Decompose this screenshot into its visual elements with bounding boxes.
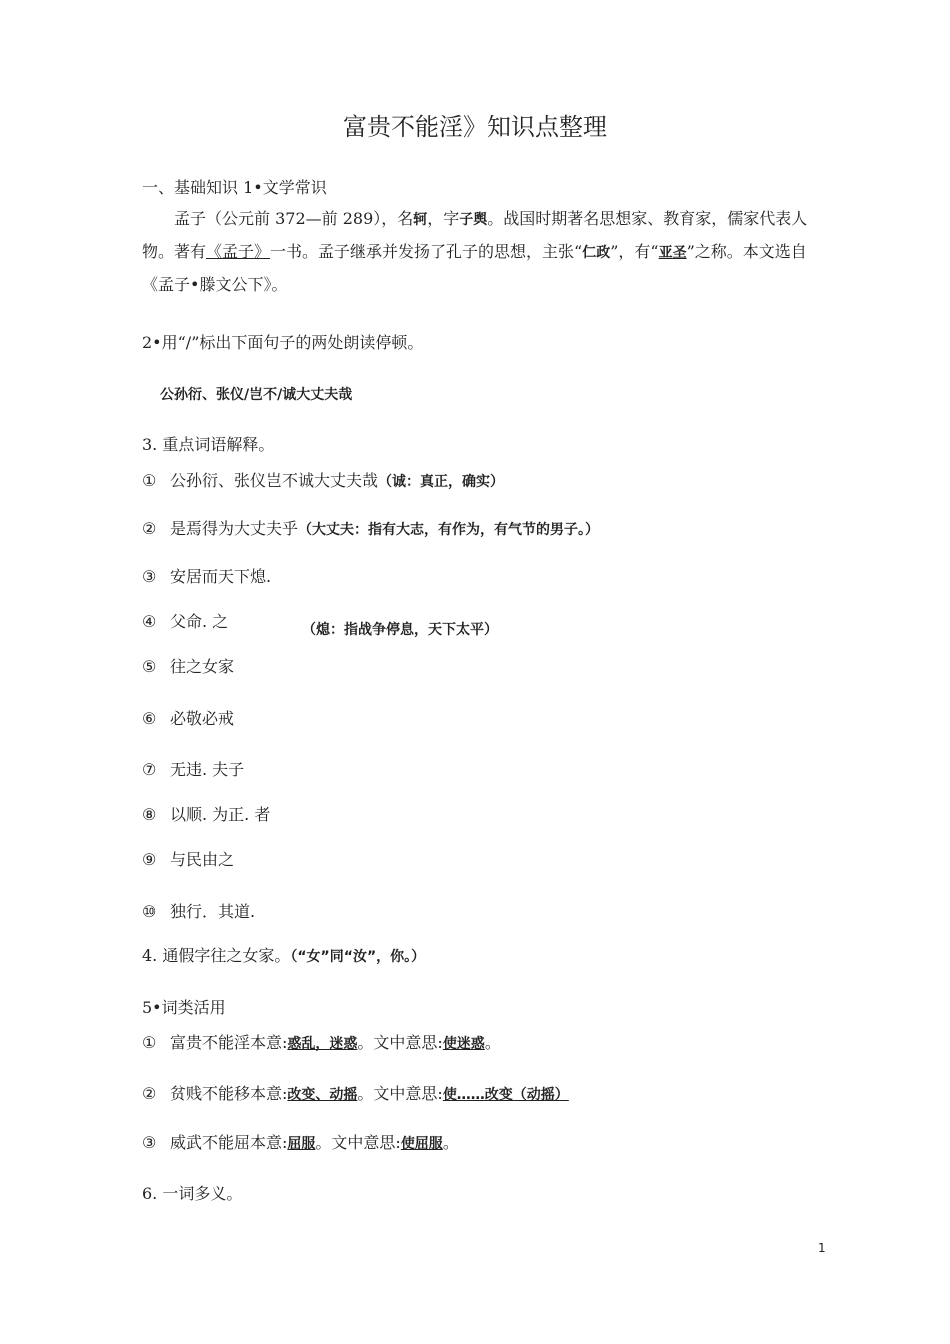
section-word-usage-heading: 5•词类活用 xyxy=(142,998,226,1017)
section-vocab-heading: 3. 重点词语解释。 xyxy=(142,435,275,454)
vocab-floating-note: （熄：指战争停息，天下太平） xyxy=(302,622,498,638)
section-basic-knowledge: 一、基础知识 1•文学常识 xyxy=(142,178,327,197)
section-pause-heading: 2•用“/”标出下面句子的两处朗读停顿。 xyxy=(142,333,424,352)
vocab-item: ④ 父命. 之 xyxy=(142,612,229,631)
vocab-item: ⑧ 以顺. 为正. 者 xyxy=(142,805,271,824)
usage-item: ③ 威武不能屈本意:屈服。文中意思:使屈服。 xyxy=(142,1133,459,1152)
usage-item: ① 富贵不能淫本意:惑乱，迷惑。文中意思:使迷惑。 xyxy=(142,1033,501,1052)
vocab-item: ⑩ 独行．其道. xyxy=(142,902,256,921)
section-tongjia: 4. 通假字往之女家。（“女”同“汝”，你。） xyxy=(142,946,426,965)
page-number: 1 xyxy=(818,1241,826,1255)
section-polysemy-heading: 6. 一词多义。 xyxy=(142,1184,243,1203)
author-biography: 孟子（公元前 372—前 289），名轲，字子舆。战国时期著名思想家、教育家，儒家代表人物。著有《孟子》一书。孟子继承并发扬了孔子的思想，主张“仁政”，有“亚圣”之称。本文选自《孟子•滕文公下》。 xyxy=(142,209,808,294)
vocab-item: ③ 安居而天下熄. xyxy=(142,567,272,586)
vocab-item: ⑦ 无违. 夫子 xyxy=(142,760,245,779)
page-title: 富贵不能淫》知识点整理 xyxy=(343,113,607,141)
vocab-item: ① 公孙衍、张仪岂不诚大丈夫哉（诚：真正，确实） xyxy=(142,471,505,490)
vocab-item: ⑥ 必敬必戒 xyxy=(142,709,235,728)
pause-answer: 公孙衍、张仪/岂不/诚大丈夫哉 xyxy=(160,387,353,403)
vocab-item: ⑤ 往之女家 xyxy=(142,657,235,676)
vocab-item: ⑨ 与民由之 xyxy=(142,850,235,869)
vocab-item: ② 是焉得为大丈夫乎（大丈夫：指有大志，有作为，有气节的男子。） xyxy=(142,519,600,538)
usage-item: ② 贫贱不能移本意:改变、动摇。文中意思:使……改变（动摇） xyxy=(142,1084,569,1103)
